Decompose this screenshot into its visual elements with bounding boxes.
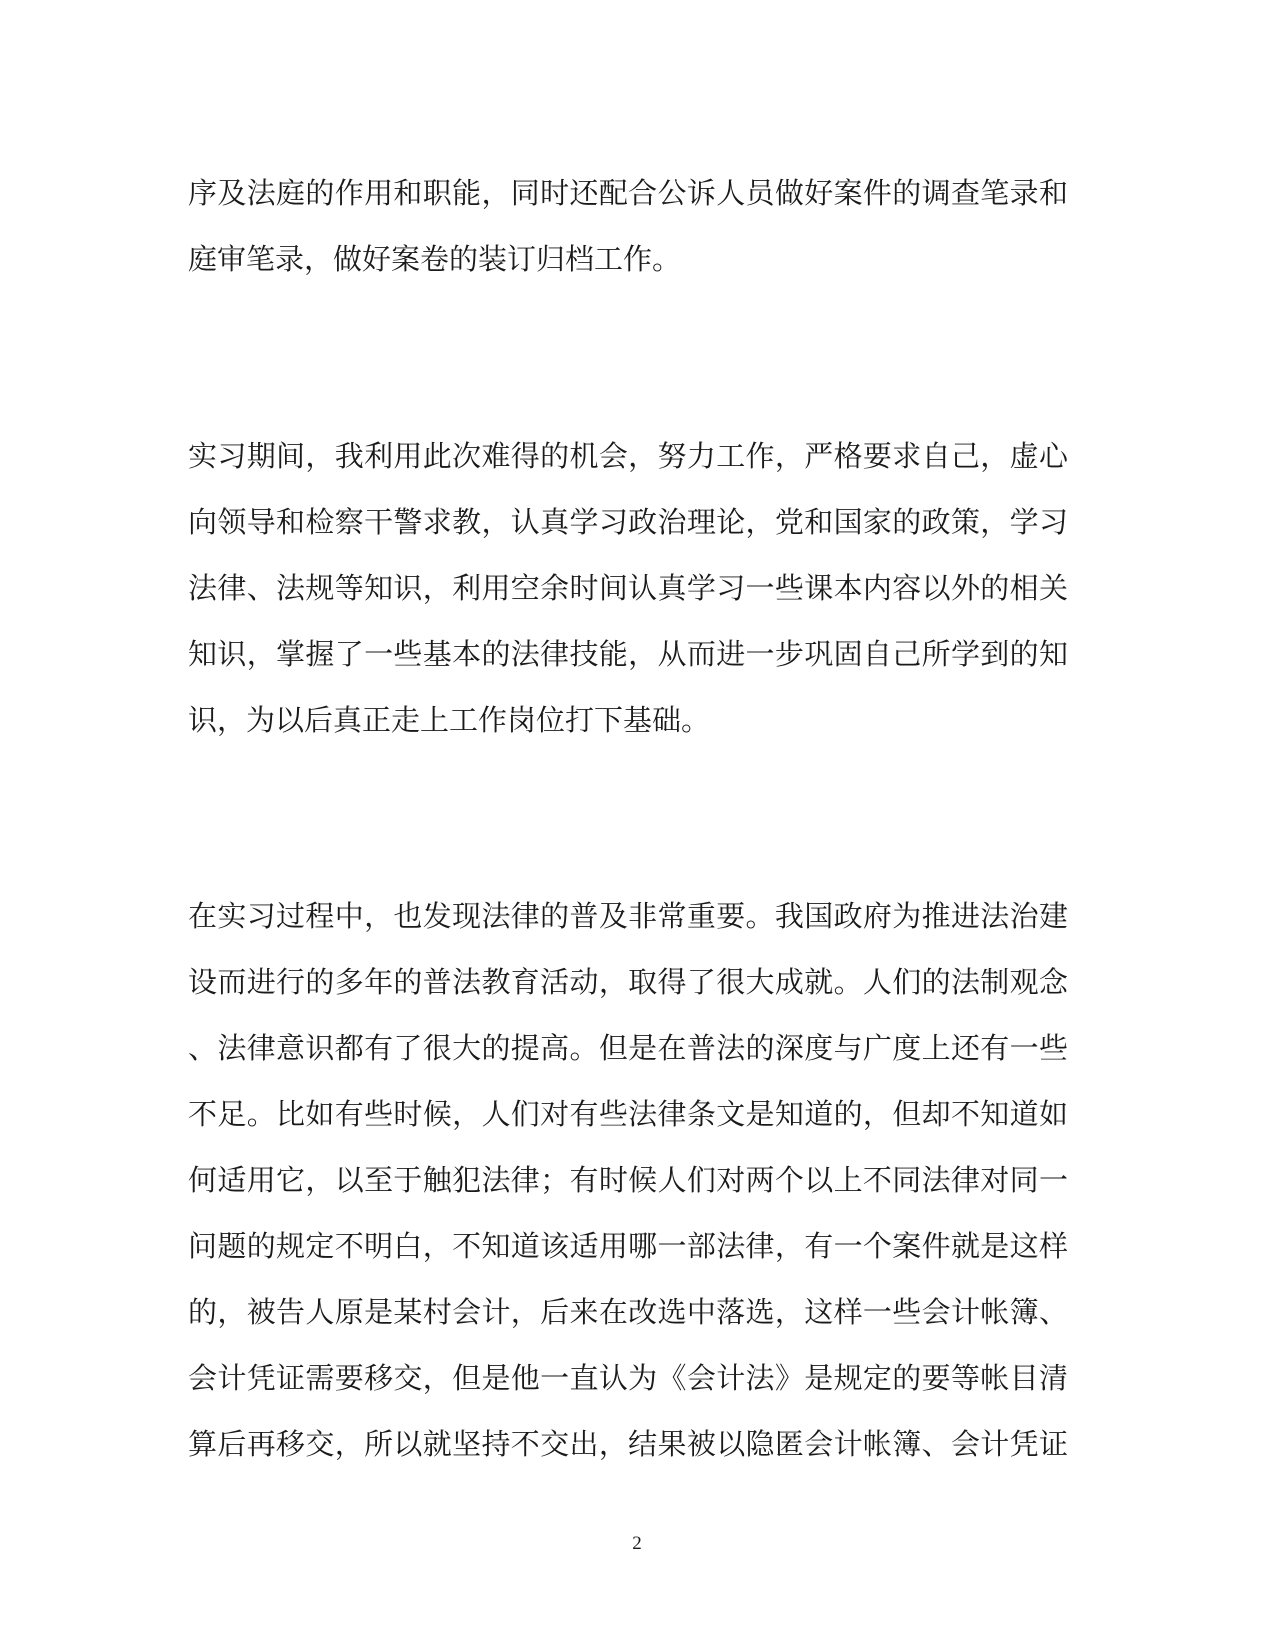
- text-line: 知识，掌握了一些基本的法律技能，从而进一步巩固自己所学到的知: [188, 637, 1068, 671]
- paragraph-2: [188, 423, 1068, 753]
- text-line: 向领导和检察干警求教，认真学习政治理论，党和国家的政策，学习: [188, 505, 1068, 539]
- text-line: 算后再移交，所以就坚持不交出，结果被以隐匿会计帐簿、会计凭证: [188, 1427, 1068, 1461]
- text-line: 设而进行的多年的普法教育活动，取得了很大成就。人们的法制观念: [188, 965, 1068, 999]
- text-line: 问题的规定不明白，不知道该适用哪一部法律，有一个案件就是这样: [188, 1229, 1068, 1263]
- text-line: 序及法庭的作用和职能，同时还配合公诉人员做好案件的调查笔录和: [188, 176, 1068, 210]
- text-line: 庭审笔录，做好案卷的装订归档工作。: [188, 242, 682, 276]
- text-line: 、法律意识都有了很大的提高。但是在普法的深度与广度上还有一些: [188, 1031, 1068, 1065]
- text-line: 会计凭证需要移交，但是他一直认为《会计法》是规定的要等帐目清: [188, 1361, 1068, 1395]
- paragraph-1: [188, 160, 1068, 292]
- text-line: 识，为以后真正走上工作岗位打下基础。: [188, 703, 711, 737]
- text-line: 的，被告人原是某村会计，后来在改选中落选，这样一些会计帐簿、: [188, 1295, 1068, 1329]
- text-line: 不足。比如有些时候，人们对有些法律条文是知道的，但却不知道如: [188, 1097, 1068, 1131]
- text-line: 法律、法规等知识，利用空余时间认真学习一些课本内容以外的相关: [188, 571, 1068, 605]
- text-line: 何适用它，以至于触犯法律；有时候人们对两个以上不同法律对同一: [188, 1163, 1068, 1197]
- text-line: 在实习过程中，也发现法律的普及非常重要。我国政府为推进法治建: [188, 899, 1068, 933]
- text-line: 实习期间，我利用此次难得的机会，努力工作，严格要求自己，虚心: [188, 439, 1068, 473]
- paragraph-3: [188, 883, 1068, 1477]
- page-number: 2: [632, 1533, 642, 1554]
